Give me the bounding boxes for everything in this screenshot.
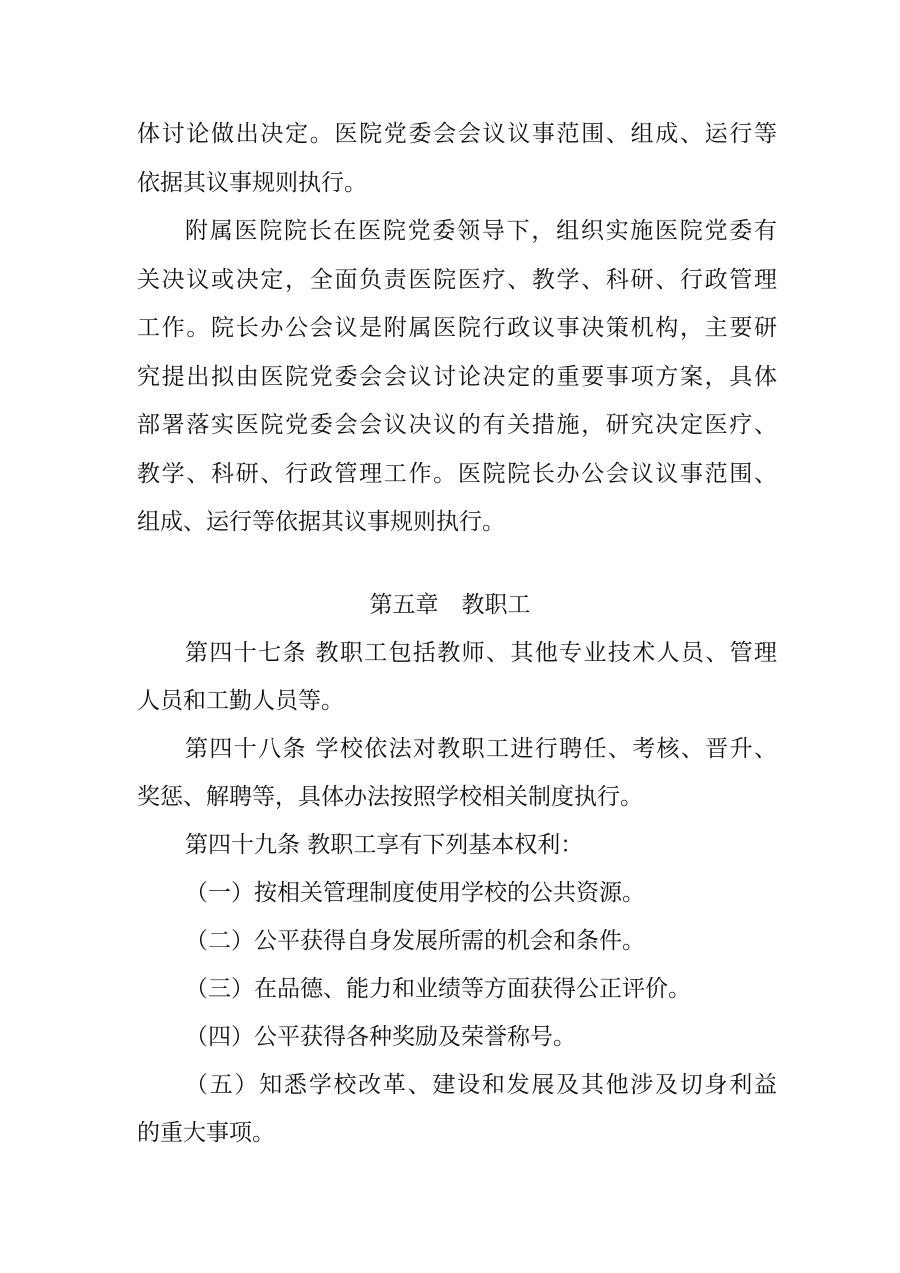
paragraph-line: 组成、运行等依据其议事规则执行。 bbox=[137, 509, 505, 535]
paragraph-line: 工作。院长办公会议是附属医院行政议事决策机构，主要研 bbox=[137, 315, 777, 341]
article-line: 第四十九条 教职工享有下列基本权利： bbox=[185, 832, 584, 858]
paragraph-line: 教学、科研、行政管理工作。医院院长办公会议议事范围、 bbox=[137, 461, 777, 487]
list-item: （二）公平获得自身发展所需的机会和条件。 bbox=[185, 928, 645, 954]
list-item-continuation: 的重大事项。 bbox=[137, 1120, 275, 1146]
paragraph-line: 体讨论做出决定。医院党委会会议议事范围、组成、运行等 bbox=[137, 121, 777, 147]
paragraph-line: 究提出拟由医院党委会会议讨论决定的重要事项方案，具体 bbox=[137, 364, 777, 390]
list-item: （五）知悉学校改革、建设和发展及其他涉及切身利益 bbox=[185, 1072, 777, 1098]
paragraph-line: 附属医院院长在医院党委领导下，组织实施医院党委有 bbox=[185, 218, 777, 244]
article-line: 第四十七条 教职工包括教师、其他专业技术人员、管理 bbox=[185, 640, 777, 666]
list-item: （四）公平获得各种奖励及荣誉称号。 bbox=[185, 1024, 576, 1050]
paragraph-line: 部署落实医院党委会会议决议的有关措施，研究决定医疗、 bbox=[137, 412, 777, 438]
article-line: 人员和工勤人员等。 bbox=[137, 688, 344, 714]
article-line: 奖惩、解聘等，具体办法按照学校相关制度执行。 bbox=[137, 784, 643, 810]
list-item: （三）在品德、能力和业绩等方面获得公正评价。 bbox=[185, 976, 691, 1002]
list-item: （一）按相关管理制度使用学校的公共资源。 bbox=[185, 880, 645, 906]
paragraph-line: 依据其议事规则执行。 bbox=[137, 170, 367, 196]
chapter-heading: 第五章 教职工 bbox=[369, 592, 531, 618]
paragraph-line: 关决议或决定，全面负责医院医疗、教学、科研、行政管理 bbox=[137, 267, 777, 293]
article-line: 第四十八条 学校依法对教职工进行聘任、考核、晋升、 bbox=[185, 736, 777, 762]
